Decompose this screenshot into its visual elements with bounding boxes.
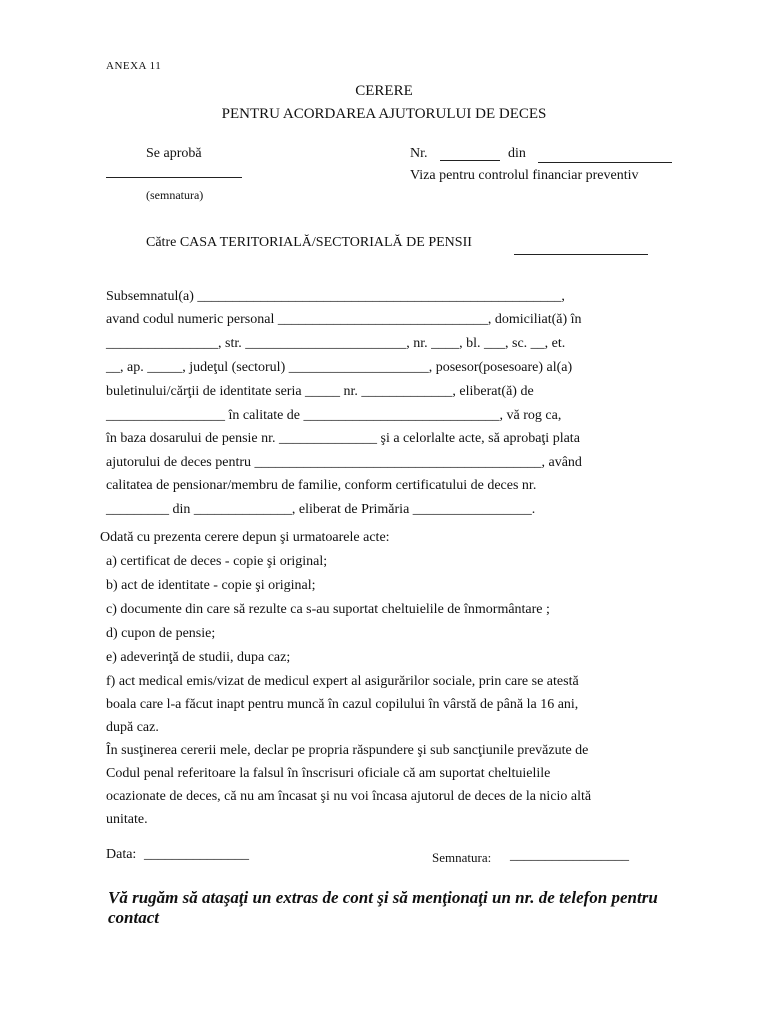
list-item: boala care l-a făcut inapt pentru muncă în cazul copilului în vârstă de până la 16 ani,: [106, 697, 579, 712]
form-line-2: avand codul numeric personal ______________________________, domiciliat(ă) în: [106, 312, 582, 327]
declaration-line: ocazionate de deces, că nu am încasat şi nu voi încasa ajutorul de deces de la nicio altă: [106, 789, 592, 804]
list-item: a) certificat de deces - copie şi original;: [106, 554, 328, 569]
signature-label: Semnatura:: [432, 850, 492, 865]
date-label: Data:: [106, 847, 137, 862]
nr-label: Nr.: [410, 146, 428, 161]
form-line-9: calitatea de pensionar/membru de familie, conform certificatului de deces nr.: [106, 478, 537, 493]
din-blank-line: [538, 162, 672, 163]
form-line-3: ________________, str. _______________________, nr. ____, bl. ___, sc. __, et.: [106, 336, 566, 351]
annex-label: ANEXA 11: [106, 60, 162, 72]
declaration-line: Codul penal referitoare la falsul în înscrisuri oficiale că am suportat cheltuielile: [106, 766, 551, 781]
contact-note: Vă rugăm să ataşaţi un extras de cont şi să menţionaţi un nr. de telefon pentru contact: [108, 888, 658, 927]
documents-intro: Odată cu prezenta cerere depun şi urmatoarele acte:: [100, 530, 390, 545]
list-item: d) cupon de pensie;: [106, 626, 216, 641]
form-line-6: _________________ în calitate de ____________________________, vă rog ca,: [106, 408, 562, 423]
form-line-10: _________ din ______________, eliberat de Primăria _________________.: [106, 502, 536, 517]
viza-label: Viza pentru controlul financiar preventiv: [410, 168, 639, 183]
form-line-1: Subsemnatul(a) ____________________________________________________,: [106, 289, 565, 304]
document-title: CERERE: [355, 83, 413, 99]
approval-signature-line: [106, 177, 242, 178]
addressee: Către CASA TERITORIALĂ/SECTORIALĂ DE PENSII: [146, 235, 472, 250]
nr-blank-line: [440, 160, 500, 161]
date-blank: _______________: [144, 847, 249, 862]
signature-blank: _________________: [510, 848, 629, 863]
din-label: din: [508, 146, 526, 161]
form-line-4: __, ap. _____, judeţul (sectorul) ____________________, posesor(posesoare) al(a): [106, 360, 573, 375]
addressee-blank-line: [514, 254, 648, 255]
list-item: f) act medical emis/vizat de medicul expert al asigurărilor sociale, prin care se atestă: [106, 674, 579, 689]
declaration-line: unitate.: [106, 812, 148, 827]
declaration-line: În susţinerea cererii mele, declar pe propria răspundere şi sub sancţiunile prevăzute de: [106, 743, 589, 758]
document-subtitle: PENTRU ACORDAREA AJUTORULUI DE DECES: [221, 106, 547, 122]
list-item: c) documente din care să rezulte ca s-au suportat cheltuielile de înmormântare ;: [106, 602, 550, 617]
list-item: e) adeverinţă de studii, dupa caz;: [106, 650, 291, 665]
list-item: după caz.: [106, 720, 159, 735]
approve-label: Se aprobă: [146, 146, 202, 161]
signature-caption: (semnatura): [146, 188, 204, 202]
form-line-5: buletinului/cărţii de identitate seria _____ nr. _____________, eliberat(ă) de: [106, 384, 534, 399]
list-item: b) act de identitate - copie şi original;: [106, 578, 316, 593]
form-line-8: ajutorului de deces pentru _________________________________________, având: [106, 455, 582, 470]
form-line-7: în baza dosarului de pensie nr. ______________ şi a celorlalte acte, să aprobaţi plata: [106, 431, 580, 446]
